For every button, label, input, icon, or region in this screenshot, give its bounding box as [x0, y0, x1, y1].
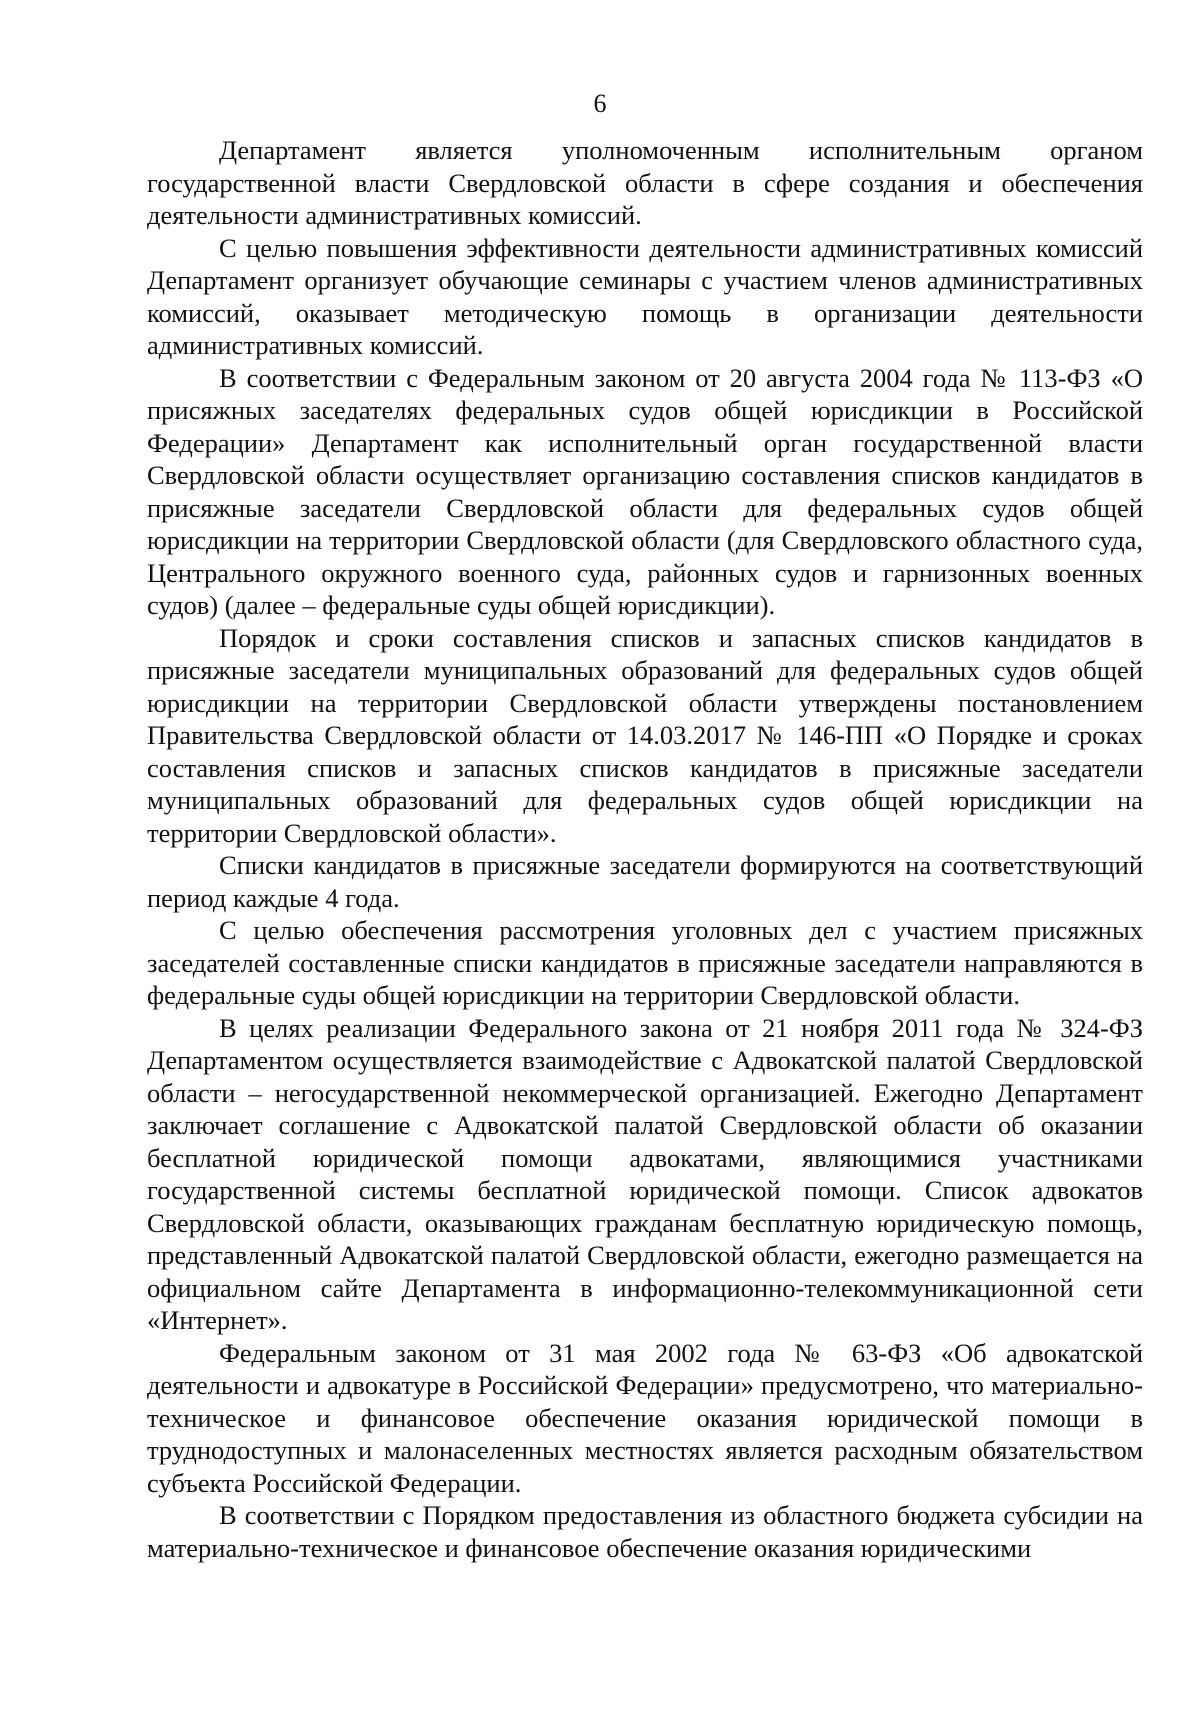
page-number: 6: [593, 89, 607, 118]
paragraph-lists-sent: С целью обеспечения рассмотрения уголовных дел с участием присяжных заседателей составленные списки кандидатов в присяжные заседатели направляются в федеральные суды общей юрисдикции на территории Свердловской области.: [147, 915, 1143, 1010]
paragraph-jurors-law: В соответствии с Федеральным законом от 20 августа 2004 года № 113-ФЗ «О присяжных заседателях федеральных судов общей юрисдикции в Российской Федерации» Департамент как исполнительный орган государственной власти Свердловской области осуществляет организацию составления списков кандидатов в присяжные заседатели Свердловской области для федеральных судов общей юрисдикции на территории Свердловской области (для Свердловского областного суда, Центрального окружного военного суда, районных судов и гарнизонных военных судов) (далее – федеральные суды общей юрисдикции).: [147, 362, 1143, 620]
paragraph-seminars: С целью повышения эффективности деятельности административных комиссий Департамент организует обучающие семинары с участием членов административных комиссий, оказывает методическую помощь в организации деятельности административных комиссий.: [147, 232, 1143, 360]
paragraph-advocacy-law: Федеральным законом от 31 мая 2002 года № 63-ФЗ «Об адвокатской деятельности и адвокатуре в Российской Федерации» предусмотрено, что материально-техническое и финансовое обеспечение оказания юридической помощи в труднодоступных и малонаселенных местностях является расходным обязательством субъекта Российской Федерации.: [147, 1337, 1143, 1498]
paragraph-lists-period: Списки кандидатов в присяжные заседатели формируются на соответствующий период каждые 4 года.: [147, 850, 1143, 913]
paragraph-lists-procedure: Порядок и сроки составления списков и запасных списков кандидатов в присяжные заседатели муниципальных образований для федеральных судов общей юрисдикции на территории Свердловской области утверждены постановлением Правительства Свердловской области от 14.03.2017 № 146-ПП «О Порядке и сроках составления списков и запасных списков кандидатов в присяжные заседатели муниципальных образований для федеральных судов общей юрисдикции на территории Свердловской области».: [147, 622, 1143, 848]
document-body: [147, 134, 1143, 1564]
paragraph-department-authority: Департамент является уполномоченным исполнительным органом государственной власти Свердловской области в сфере создания и обеспечения деятельности административных комиссий.: [147, 135, 1143, 230]
paragraph-subsidy-procedure: В соответствии с Порядком предоставления из областного бюджета субсидии на материально-техническое и финансовое обеспечение оказания юридическими: [147, 1500, 1143, 1563]
paragraph-bar-association: В целях реализации Федерального закона от 21 ноября 2011 года № 324-ФЗ Департаментом осуществляется взаимодействие с Адвокатской палатой Свердловской области – негосударственной некоммерческой организацией. Ежегодно Департамент заключает соглашение с Адвокатской палатой Свердловской области об оказании бесплатной юридической помощи адвокатами, являющимися участниками государственной системы бесплатной юридической помощи. Список адвокатов Свердловской области, оказывающих гражданам бесплатную юридическую помощь, представленный Адвокатской палатой Свердловской области, ежегодно размещается на официальном сайте Департамента в информационно-телекоммуникационной сети «Интернет».: [147, 1012, 1143, 1335]
